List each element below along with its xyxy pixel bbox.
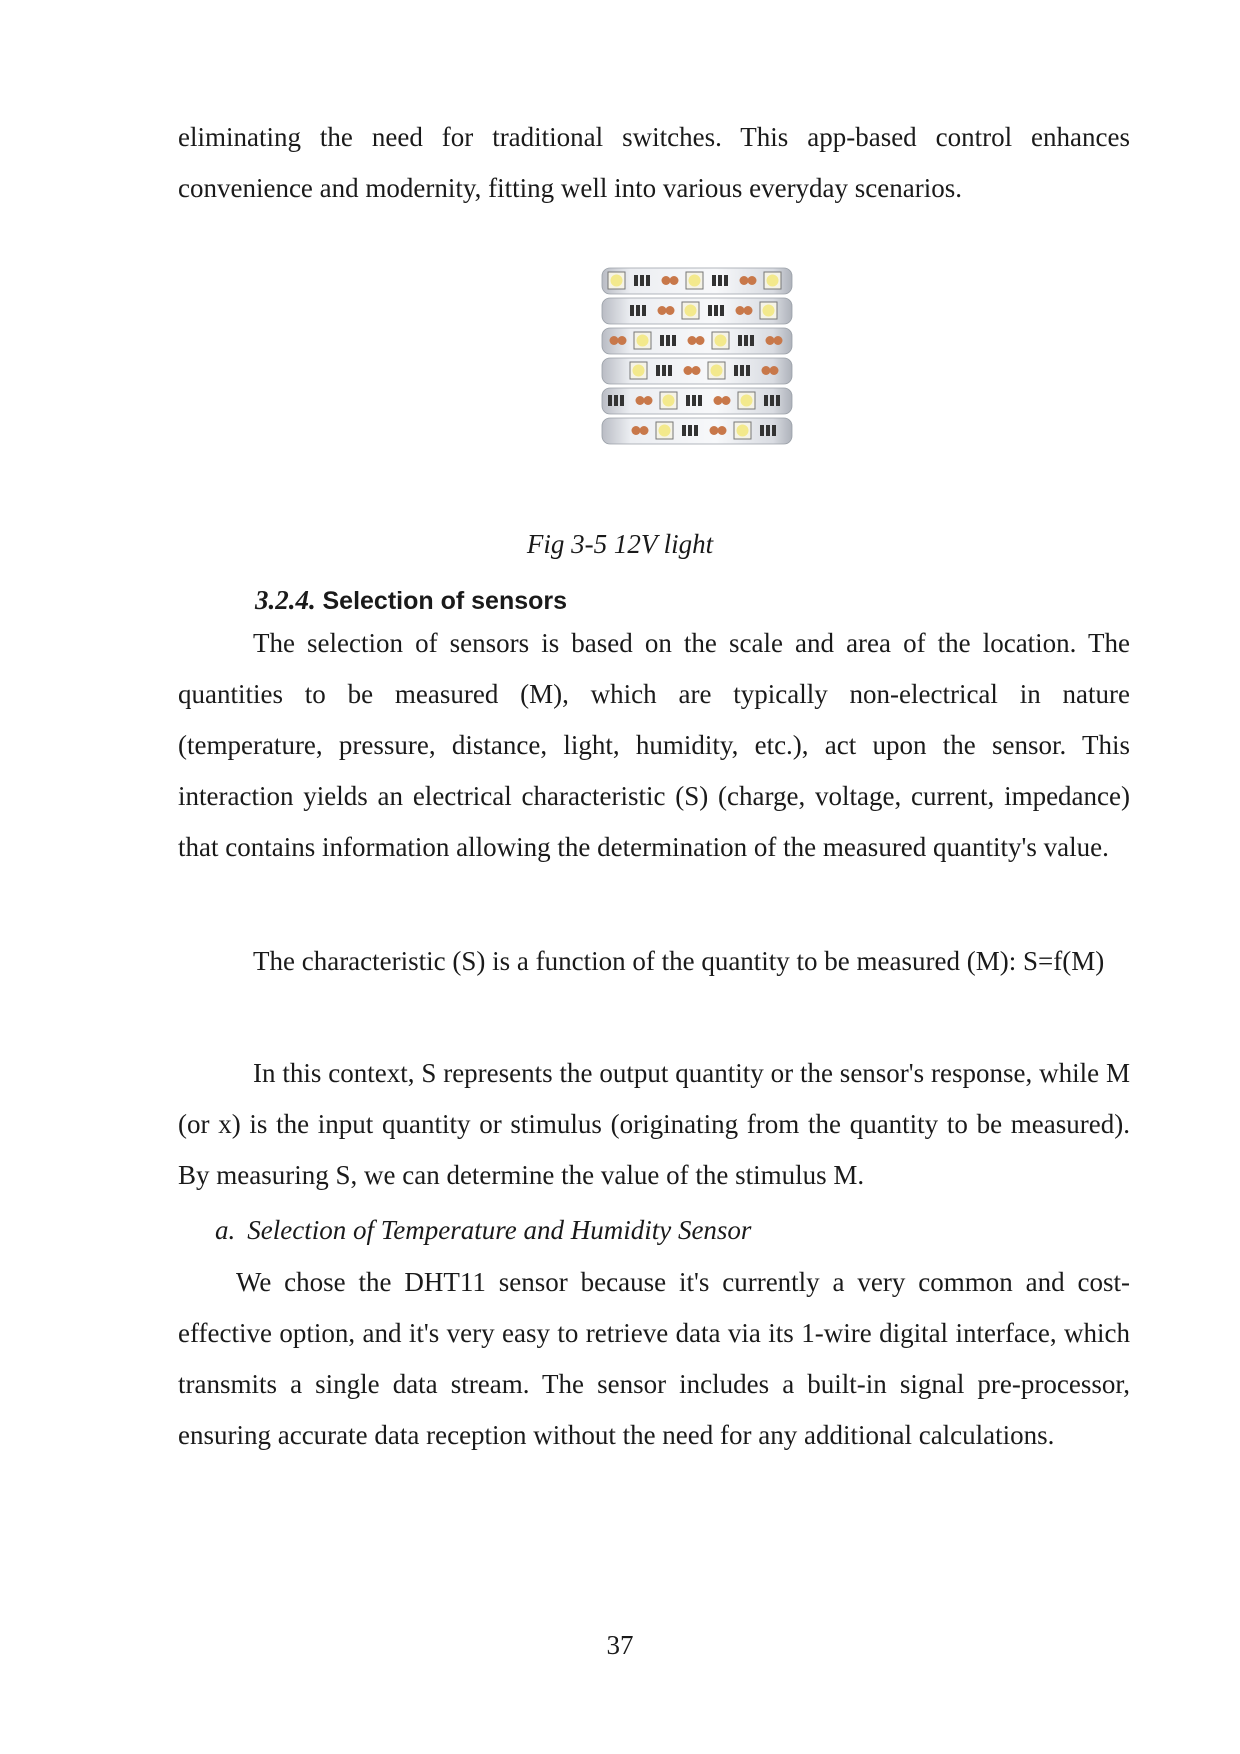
intro-paragraph: eliminating the need for traditional switches. This app-based control enhances convenience and modernity, fitting well into various everyday scenarios. bbox=[178, 122, 1130, 203]
section-heading bbox=[255, 580, 567, 621]
body-paragraph-3: In this context, S represents the output quantity or the sensor's response, while M (or x) is the input quantity or stimulus (originating from the quantity to be measured). By measuring S, we can determine the value of the stimulus M. bbox=[178, 1058, 1130, 1190]
figure-caption: Fig 3-5 12V light bbox=[526, 529, 714, 559]
page-number: 37 bbox=[606, 1630, 634, 1660]
subsection-heading bbox=[215, 1210, 751, 1250]
body-paragraph-4: We chose the DHT11 sensor because it's currently a very common and cost-effective option, and it's very easy to retrieve data via its 1-wire digital interface, which transmits a single data stream. The sensor includes a built-in signal pre-processor, ensuring accurate data reception without the need for any additional calculations. bbox=[178, 1267, 1130, 1450]
led-strip-reel-icon bbox=[598, 262, 796, 464]
section-title: Selection of sensors bbox=[322, 587, 568, 615]
body-paragraph-2: The characteristic (S) is a function of the quantity to be measured (M): S=f(M) bbox=[253, 946, 1105, 976]
section-number: 3.2.4. bbox=[255, 585, 316, 615]
body-paragraph-1: The selection of sensors is based on the scale and area of the location. The quantities to be measured (M), which are typically non-electrical in nature (temperature, pressure, distance, light, humidity, etc.), act upon the sensor. This interaction yields an electrical characteristic (S) (charge, voltage, current, impedance) that contains information allowing the determination of the measured quantity's value. bbox=[178, 628, 1130, 862]
subsection-label: a. bbox=[215, 1215, 236, 1245]
subsection-title: Selection of Temperature and Humidity Sensor bbox=[247, 1215, 752, 1245]
